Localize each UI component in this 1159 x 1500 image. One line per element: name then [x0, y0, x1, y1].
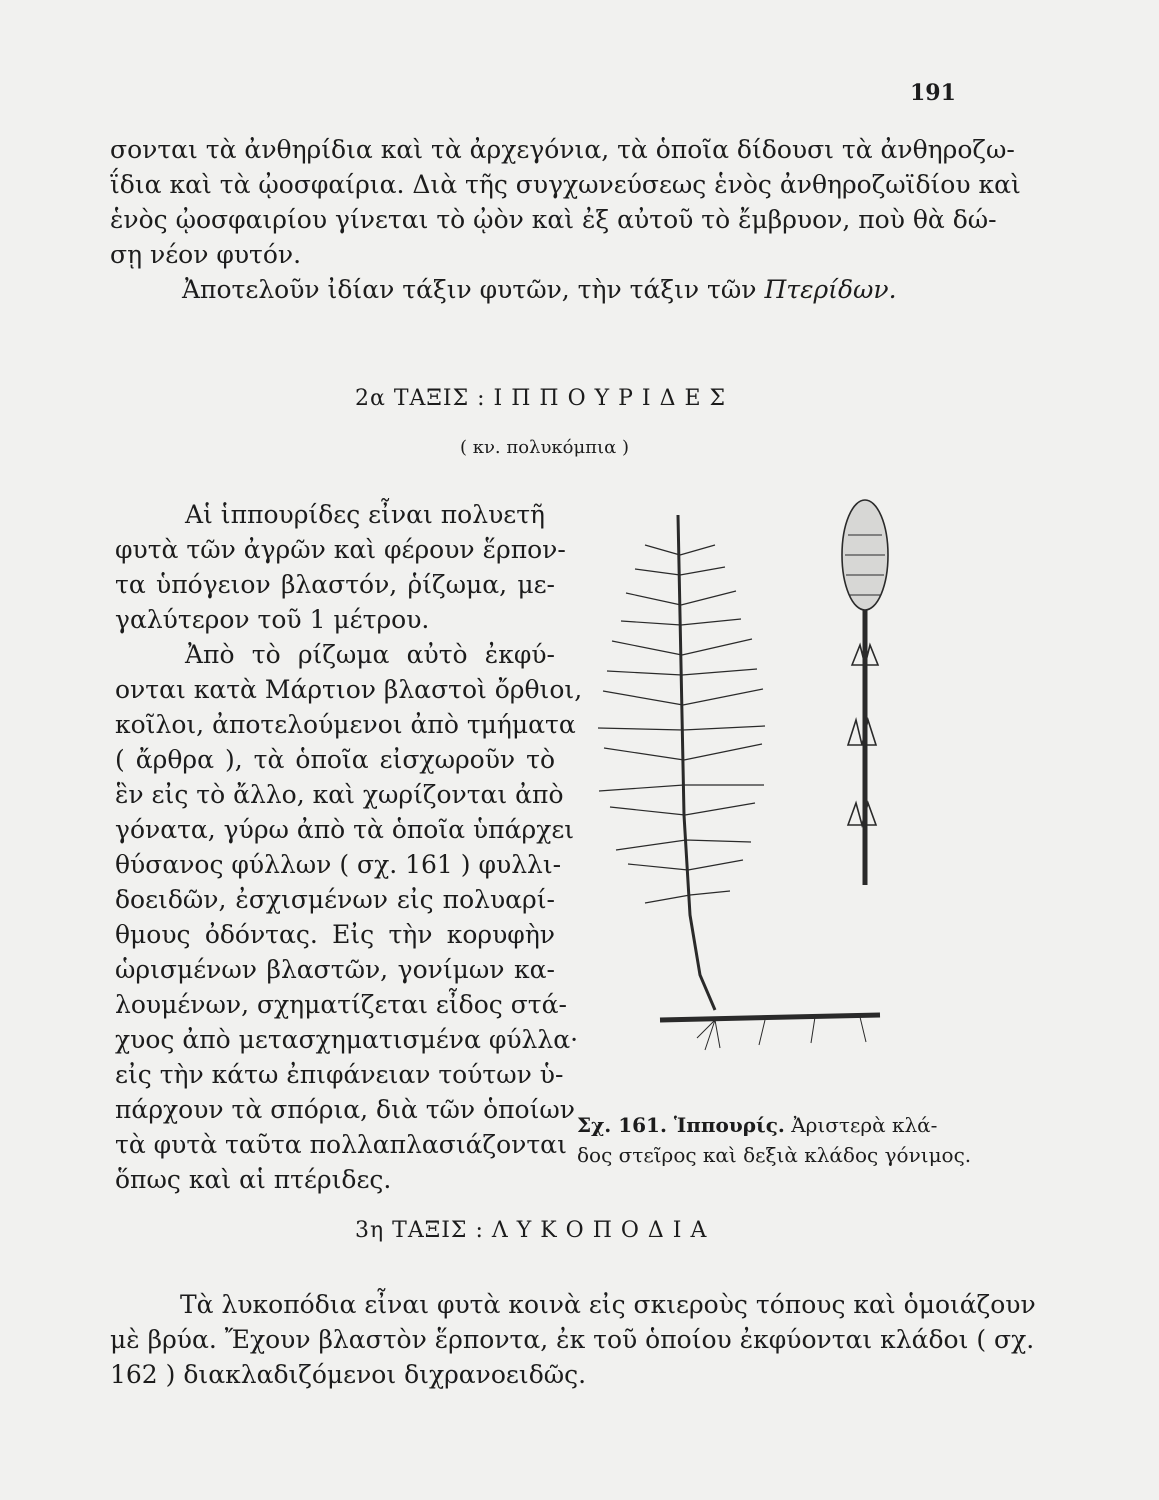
- text-line: σονται τὰ ἀνθηρίδια καὶ τὰ ἀρχεγόνια, τὰ ὁποῖα δίδουσι τὰ ἀνθηροζω-: [110, 135, 1015, 164]
- paragraph-ippourides: [115, 497, 583, 1197]
- horsetail-illustration: [590, 495, 940, 1075]
- caption-line: [577, 1110, 971, 1140]
- section-title-ippourides: 2α ΤΑΞΙΣ : Ι Π Π Ο Υ Ρ Ι Δ Ε Σ: [355, 386, 727, 411]
- paragraph-pteridon: [182, 272, 942, 307]
- text-line: Ἀπὸ τὸ ρίζωμα αὐτὸ ἐκφύ-: [185, 640, 555, 669]
- text-line: θμους ὀδόντας. Εἰς τὴν κορυφὴν: [115, 920, 555, 949]
- italic-term: Πτερίδων.: [764, 275, 897, 304]
- caption-line: δος στεῖρος καὶ δεξιὰ κλάδος γόνιμος.: [577, 1143, 972, 1167]
- text-line: ονται κατὰ Μάρτιον βλαστοὶ ὄρθιοι,: [115, 675, 583, 704]
- section-title-lykopodia: 3η ΤΑΞΙΣ : Λ Υ Κ Ο Π Ο Δ Ι Α: [355, 1218, 708, 1243]
- text-line: ( ἄρθρα ), τὰ ὁποῖα εἰσχωροῦν τὸ: [115, 745, 555, 774]
- text-line: γόνατα, γύρω ἀπὸ τὰ ὁποῖα ὑπάρχει: [115, 815, 575, 844]
- text-line: Τὰ λυκοπόδια εἶναι φυτὰ κοινὰ εἰς σκιεροὺς τόπους καὶ ὁμοιάζουν: [180, 1290, 1036, 1319]
- caption-text: Ἀριστερὰ κλά-: [791, 1113, 938, 1137]
- text-line: λουμένων, σχηματίζεται εἶδος στά-: [115, 990, 567, 1019]
- text-line: τὰ φυτὰ ταῦτα πολλαπλασιάζονται: [115, 1130, 567, 1159]
- text-line: ΐδια καὶ τὰ ᾠοσφαίρια. Διὰ τῆς συγχωνεύσεως ἑνὸς ἀνθηροζωϊδίου καὶ: [110, 170, 1021, 199]
- text-line: δοειδῶν, ἐσχισμένων εἰς πολυαρί-: [115, 885, 555, 914]
- text-line: Αἱ ἱππουρίδες εἶναι πολυετῆ: [185, 500, 546, 529]
- text-line: μὲ βρύα. Ἔχουν βλαστὸν ἕρποντα, ἐκ τοῦ ὁποίου ἐκφύονται κλάδοι ( σχ.: [110, 1325, 1035, 1354]
- text-line: φυτὰ τῶν ἀγρῶν καὶ φέρουν ἕρπον-: [115, 535, 566, 564]
- paragraph-lykopodia: [110, 1287, 1036, 1392]
- text-line: εἰς τὴν κάτω ἐπιφάνειαν τούτων ὑ-: [115, 1060, 564, 1089]
- text-line: ὡρισμένων βλαστῶν, γονίμων κα-: [115, 955, 555, 984]
- caption-label: Σχ. 161. Ἱππουρίς.: [577, 1113, 785, 1137]
- page-number: 191: [910, 80, 956, 106]
- text-line: 162 ) διακλαδιζόμενοι διχρανοειδῶς.: [110, 1360, 587, 1389]
- sterile-stem-drawing: [598, 515, 880, 1050]
- text-line: χυος ἀπὸ μετασχηματισμένα φύλλα·: [115, 1025, 579, 1054]
- text-line: σῃ νέον φυτόν.: [110, 240, 302, 269]
- text-line: θύσανος φύλλων ( σχ. 161 ) φυλλι-: [115, 850, 562, 879]
- paragraph-antherozoids: [110, 132, 1021, 272]
- text-line: κοῖλοι, ἀποτελούμενοι ἀπὸ τμήματα: [115, 710, 576, 739]
- text-line: γαλύτερον τοῦ 1 μέτρου.: [115, 605, 430, 634]
- text-line: τα ὑπόγειον βλαστόν, ῥίζωμα, με-: [115, 570, 555, 599]
- figure-caption: [577, 1110, 971, 1170]
- text-line: ἑνὸς ᾠοσφαιρίου γίνεται τὸ ᾠὸν καὶ ἐξ αὐτοῦ τὸ ἔμβρυον, ποὺ θὰ δώ-: [110, 205, 997, 234]
- text-line: ὅπως καὶ αἱ πτέριδες.: [115, 1165, 392, 1194]
- fertile-stem-drawing: [842, 500, 888, 885]
- text-line: ἓν εἰς τὸ ἄλλο, καὶ χωρίζονται ἀπὸ: [115, 780, 564, 809]
- section-subnote: ( κν. πολυκόμπια ): [460, 437, 629, 458]
- text-line: πάρχουν τὰ σπόρια, διὰ τῶν ὁποίων: [115, 1095, 575, 1124]
- text-line: Ἀποτελοῦν ἰδίαν τάξιν φυτῶν, τὴν τάξιν τῶν: [182, 275, 757, 304]
